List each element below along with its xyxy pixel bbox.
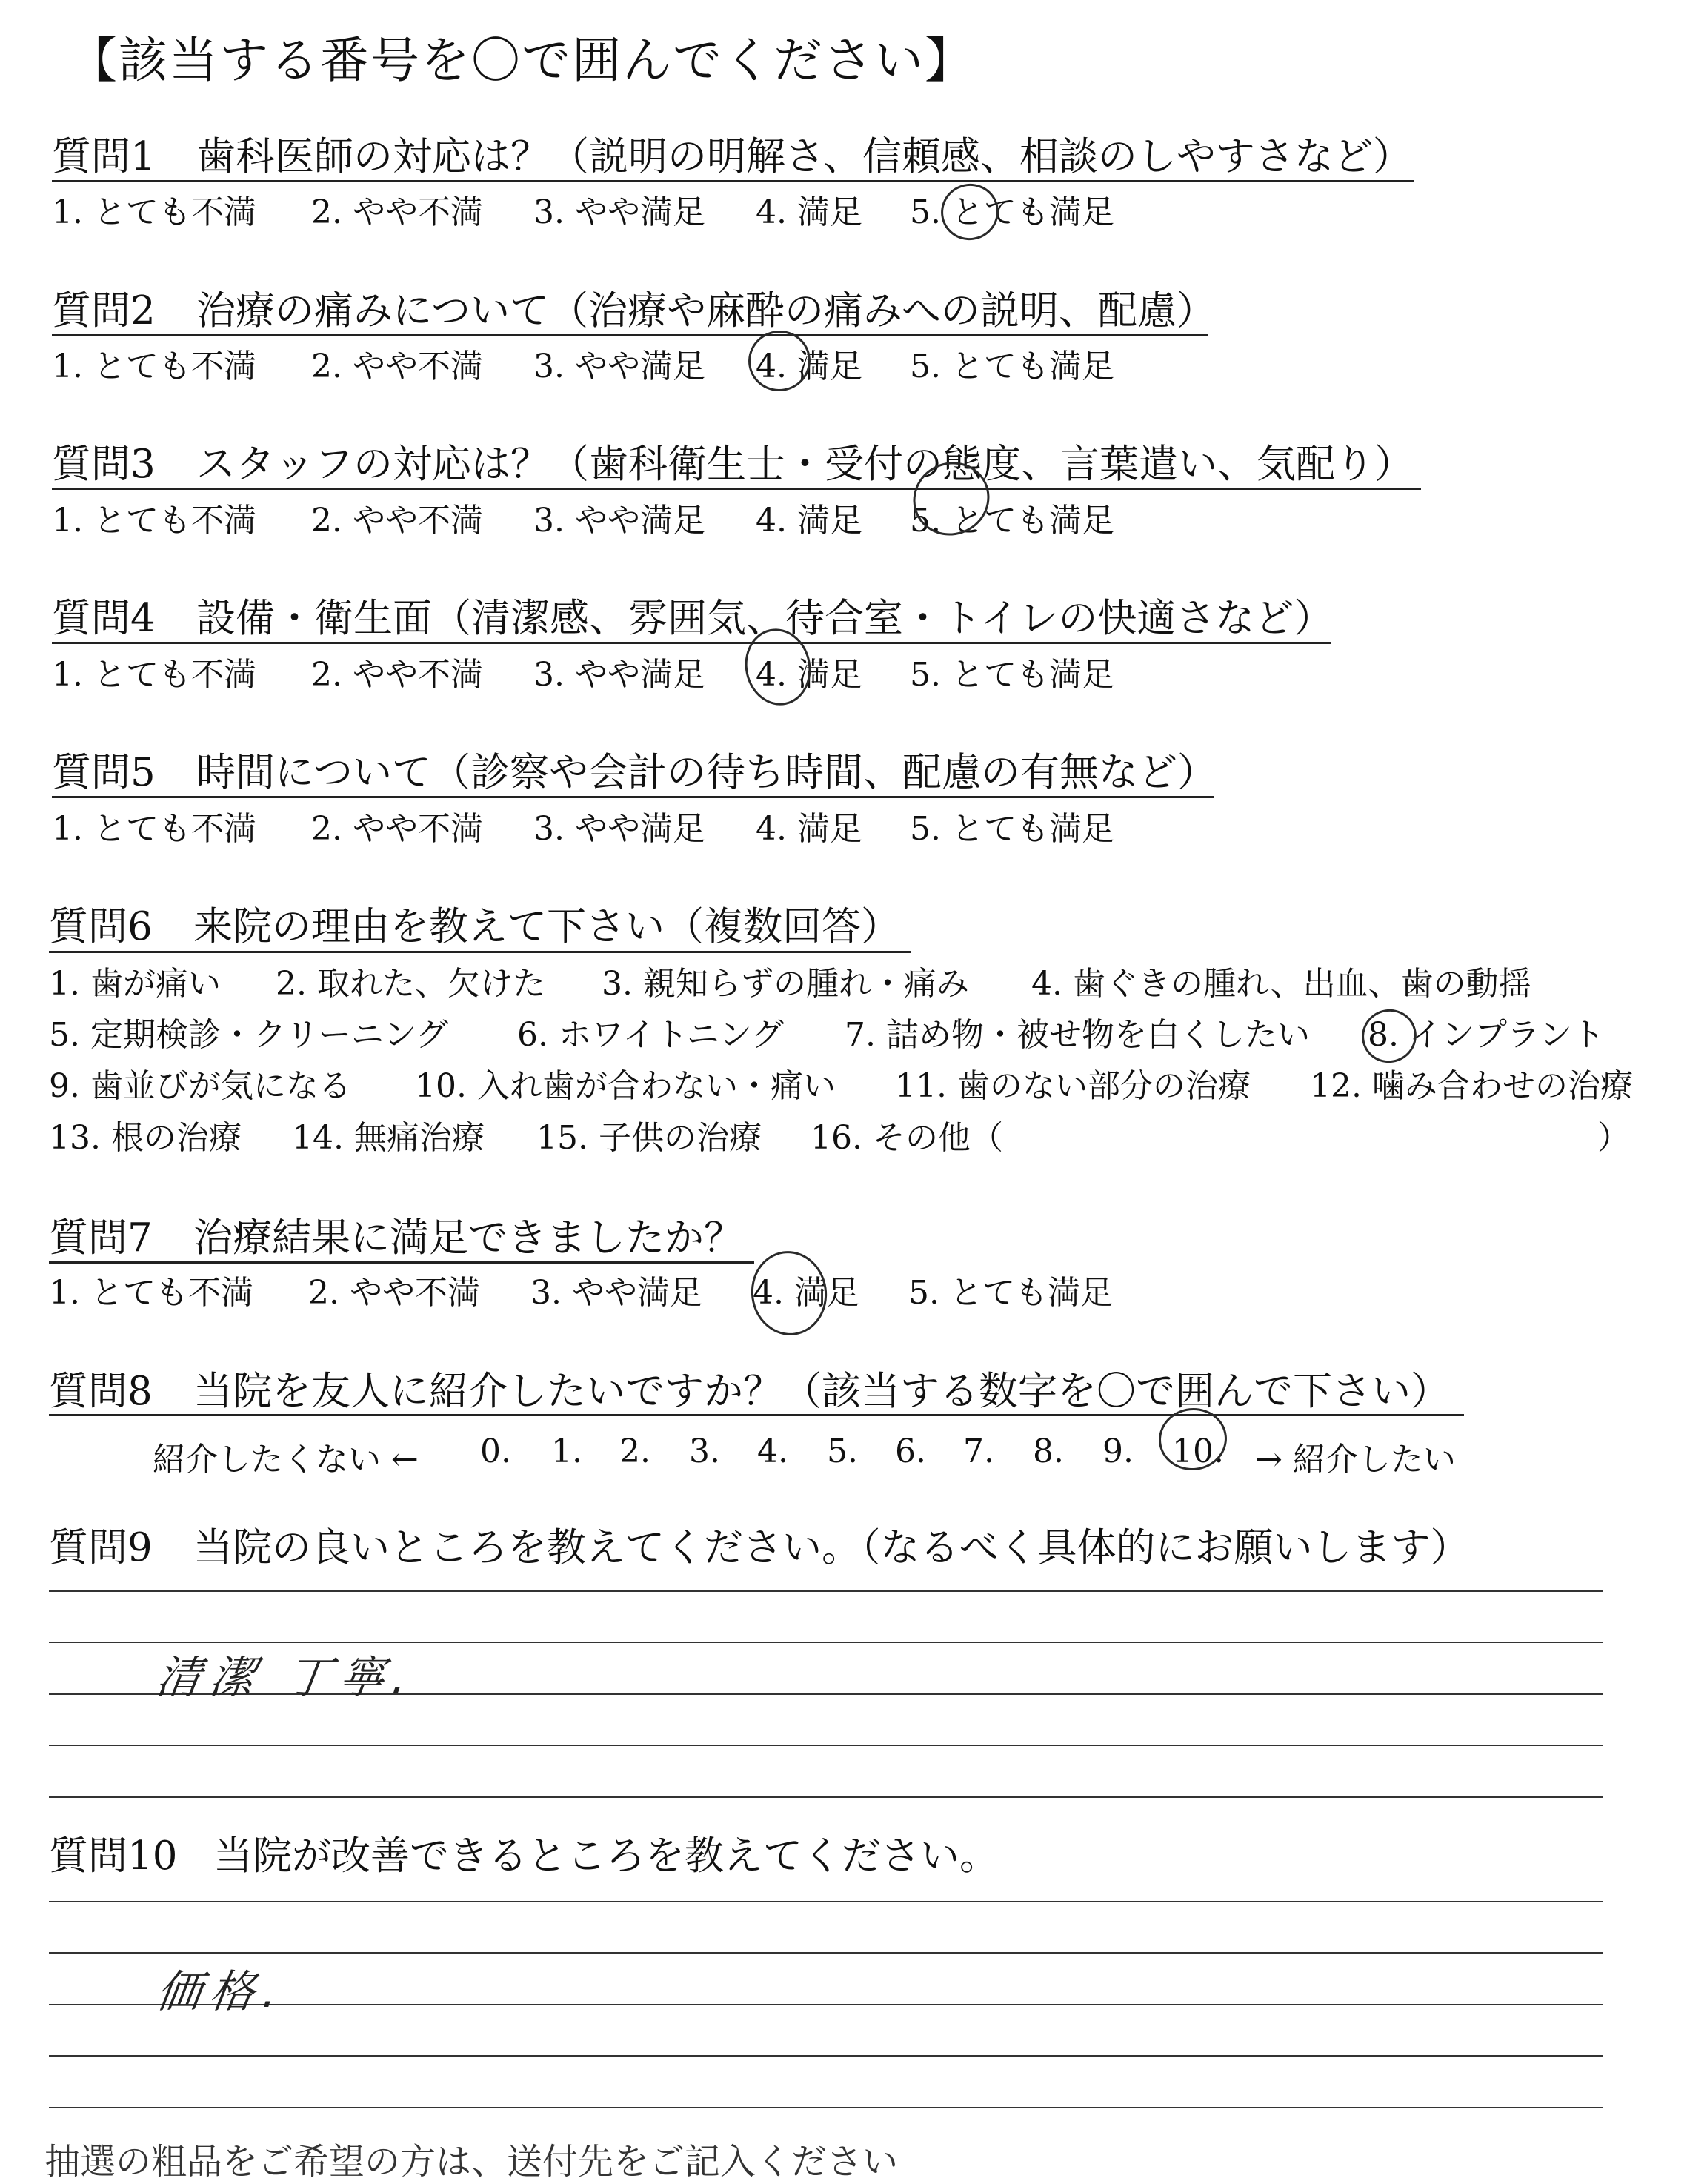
q10-answer-line (49, 1901, 1603, 1902)
q2-option-5[interactable]: 5. とても満足 (910, 348, 1114, 385)
q7-text: 治療結果に満足できましたか？ (193, 1215, 743, 1261)
q6-option-15[interactable]: 15. 子供の治療 (536, 1119, 762, 1157)
q5-option-5[interactable]: 5. とても満足 (910, 810, 1114, 848)
q1-option-4[interactable]: 4. 満足 (756, 193, 862, 231)
q7-option-1[interactable]: 1. とても不満 (49, 1274, 253, 1312)
q6-option-11[interactable]: 11. 歯のない部分の治療 (895, 1067, 1251, 1105)
q4-number: 質問4 (52, 596, 156, 641)
q10-answer-line (49, 2107, 1603, 2108)
q6-option-2[interactable]: 2. 取れた、欠けた (276, 965, 545, 1003)
q2-option-2[interactable]: 2. やや不満 (311, 348, 483, 385)
q2-text: 治療の痛みについて（治療や麻酔の痛みへの説明、配慮） (196, 288, 1216, 333)
q8-option-10[interactable]: 10. (1172, 1433, 1224, 1470)
q2-underline (52, 334, 1208, 336)
q4-option-1[interactable]: 1. とても不満 (52, 656, 256, 694)
q10-answer-line (49, 2055, 1603, 2057)
q9-handwritten-answer[interactable]: 清潔 丁寧. (153, 1652, 420, 1704)
q8-text: 当院を友人に紹介したいですか？（該当する数字を〇で囲んで下さい） (193, 1369, 1450, 1414)
q6-underline (49, 951, 911, 953)
q2-option-1[interactable]: 1. とても不満 (52, 348, 256, 385)
q6-option-12[interactable]: 12. 噛み合わせの治療 (1310, 1067, 1633, 1105)
q6-option-8[interactable]: 8. インプラント (1368, 1016, 1605, 1054)
q3-text: スタッフの対応は？（歯科衛生士・受付の態度、言葉遣い、気配り） (196, 442, 1414, 487)
q9-number: 質問9 (49, 1525, 153, 1570)
q1-heading (52, 134, 1412, 179)
q1-option-2[interactable]: 2. やや不満 (311, 193, 483, 231)
q8-right-label: → 紹介したい (1255, 1441, 1456, 1478)
q6-option-10[interactable]: 10. 入れ歯が合わない・痛い (415, 1067, 836, 1105)
q8-option-9[interactable]: 9. (1102, 1433, 1134, 1470)
q7-heading (49, 1215, 743, 1261)
q6-option-9[interactable]: 9. 歯並びが気になる (49, 1067, 351, 1105)
q4-option-4[interactable]: 4. 満足 (756, 656, 862, 694)
q8-option-5[interactable]: 5. (827, 1433, 858, 1470)
q8-option-1[interactable]: 1. (551, 1433, 582, 1470)
sheet-title: 【該当する番号を〇で囲んでください】 (68, 32, 975, 89)
q5-option-4[interactable]: 4. 満足 (756, 810, 862, 848)
q5-number: 質問5 (52, 750, 156, 795)
q4-option-5[interactable]: 5. とても満足 (910, 656, 1114, 694)
q8-heading (49, 1369, 1450, 1414)
q6-option-13[interactable]: 13. 根の治療 (49, 1119, 242, 1157)
q7-number: 質問7 (49, 1215, 153, 1261)
q7-option-5[interactable]: 5. とても満足 (908, 1274, 1113, 1312)
q10-number: 質問10 (49, 1833, 178, 1879)
q8-option-8[interactable]: 8. (1033, 1433, 1064, 1470)
q5-option-3[interactable]: 3. やや満足 (533, 810, 705, 848)
q5-underline (52, 796, 1214, 798)
q6-number: 質問6 (49, 904, 153, 949)
q10-answer-line (49, 1952, 1603, 1954)
q1-option-5[interactable]: 5. とても満足 (910, 193, 1114, 231)
q6-option-14[interactable]: 14. 無痛治療 (292, 1119, 485, 1157)
q6-text: 来院の理由を教えて下さい（複数回答） (193, 904, 900, 949)
q7-underline (49, 1261, 754, 1264)
q4-option-3[interactable]: 3. やや満足 (533, 656, 705, 694)
q8-underline (49, 1414, 1464, 1416)
q1-underline (52, 180, 1414, 182)
q9-answer-line (49, 1796, 1603, 1798)
q6-option-6[interactable]: 6. ホワイトニング (517, 1016, 785, 1054)
q5-option-1[interactable]: 1. とても不満 (52, 810, 256, 848)
q1-number: 質問1 (52, 134, 156, 179)
q8-option-0[interactable]: 0. (480, 1433, 511, 1470)
q2-number: 質問2 (52, 288, 156, 333)
q6-circle-mark (1354, 1002, 1424, 1071)
q3-underline (52, 488, 1421, 490)
q3-number: 質問3 (52, 442, 156, 487)
q6-option-16[interactable]: 16. その他（ (811, 1119, 1003, 1157)
q6-option-5[interactable]: 5. 定期検診・クリーニング (49, 1016, 449, 1054)
q8-option-4[interactable]: 4. (757, 1433, 788, 1470)
q1-circle-mark (934, 176, 1006, 248)
q2-option-3[interactable]: 3. やや満足 (533, 348, 705, 385)
q3-heading (52, 442, 1414, 487)
q4-option-2[interactable]: 2. やや不満 (311, 656, 483, 694)
q7-circle-mark (746, 1246, 833, 1340)
q4-text: 設備・衛生面（清潔感、雰囲気、待合室・トイレの快適さなど） (196, 596, 1334, 641)
q2-option-4[interactable]: 4. 満足 (756, 348, 862, 385)
q3-option-4[interactable]: 4. 満足 (756, 502, 862, 540)
q1-option-1[interactable]: 1. とても不満 (52, 193, 256, 231)
q2-heading (52, 288, 1216, 333)
q7-option-3[interactable]: 3. やや満足 (530, 1274, 702, 1312)
q6-heading (49, 904, 900, 949)
q4-heading (52, 596, 1334, 641)
q10-heading (49, 1833, 999, 1879)
q3-option-1[interactable]: 1. とても不満 (52, 502, 256, 540)
q8-number: 質問8 (49, 1369, 153, 1414)
q8-option-6[interactable]: 6. (895, 1433, 926, 1470)
q7-option-4[interactable]: 4. 満足 (753, 1274, 859, 1312)
q8-option-2[interactable]: 2. (619, 1433, 650, 1470)
q5-heading (52, 750, 1217, 795)
q8-option-7[interactable]: 7. (963, 1433, 994, 1470)
q10-handwritten-answer[interactable]: 価格. (153, 1966, 290, 2018)
q6-option-7[interactable]: 7. 詰め物・被せ物を白くしたい (845, 1016, 1310, 1054)
q9-answer-line (49, 1590, 1603, 1592)
q8-option-3[interactable]: 3. (689, 1433, 720, 1470)
q4-underline (52, 642, 1331, 644)
q10-text: 当院が改善できるところを教えてください。 (213, 1833, 999, 1879)
q6-option-1[interactable]: 1. 歯が痛い (49, 965, 221, 1003)
q6-option-4[interactable]: 4. 歯ぐきの腫れ、出血、歯の動揺 (1031, 965, 1531, 1003)
q3-option-5[interactable]: 5. とても満足 (910, 502, 1114, 540)
q9-answer-line (49, 1745, 1603, 1746)
footer-note: 抽選の粗品をご希望の方は、送付先をご記入ください (44, 2141, 899, 2183)
q6-other-close-paren: ） (1597, 1119, 1630, 1157)
q7-option-2[interactable]: 2. やや不満 (308, 1274, 480, 1312)
q5-option-2[interactable]: 2. やや不満 (311, 810, 483, 848)
q3-option-2[interactable]: 2. やや不満 (311, 502, 483, 540)
q1-option-3[interactable]: 3. やや満足 (533, 193, 705, 231)
q1-text: 歯科医師の対応は？（説明の明解さ、信頼感、相談のしやすさなど） (196, 134, 1412, 179)
q9-text: 当院の良いところを教えてください。（なるべく具体的にお願いします） (193, 1525, 1470, 1570)
q8-left-label: 紹介したくない ← (153, 1441, 419, 1478)
q9-heading (49, 1525, 1470, 1570)
q3-option-3[interactable]: 3. やや満足 (533, 502, 705, 540)
q5-text: 時間について（診察や会計の待ち時間、配慮の有無など） (196, 750, 1217, 795)
q6-option-3[interactable]: 3. 親知らずの腫れ・痛み (602, 965, 969, 1003)
